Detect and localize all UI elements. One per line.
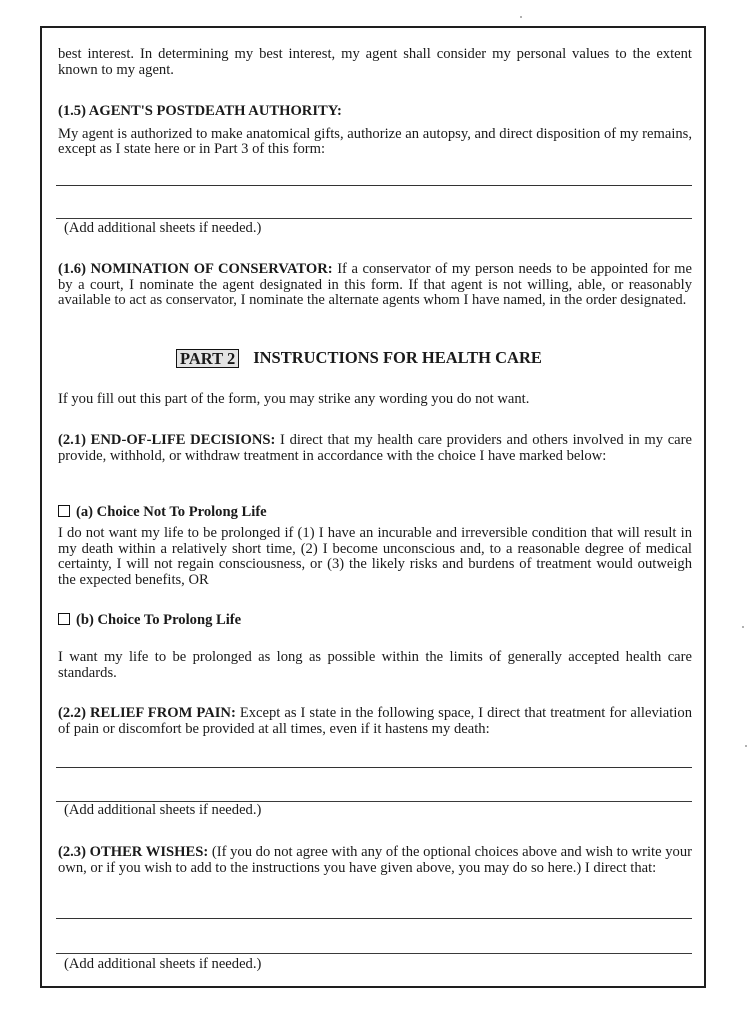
additional-sheets-note: (Add additional sheets if needed.) bbox=[64, 220, 262, 236]
section-2-2 bbox=[58, 706, 692, 737]
writing-line-1-5-b[interactable] bbox=[56, 218, 692, 219]
choice-b-body: I want my life to be prolonged as long as possible within the limits of generally accepted health care standards. bbox=[58, 649, 692, 681]
section-2-1-heading: (2.1) END-OF-LIFE DECISIONS: bbox=[58, 432, 276, 448]
section-1-5 bbox=[58, 104, 692, 158]
part-2-label: PART 2 bbox=[176, 349, 239, 368]
section-2-2-heading: (2.2) RELIEF FROM PAIN: bbox=[58, 705, 236, 721]
section-1-6 bbox=[58, 262, 692, 309]
additional-sheets-note: (Add additional sheets if needed.) bbox=[64, 956, 262, 972]
choice-a-row bbox=[58, 505, 692, 521]
choice-b-label: (b) Choice To Prolong Life bbox=[76, 612, 242, 628]
choice-b-checkbox[interactable] bbox=[58, 613, 70, 625]
section-2-3 bbox=[58, 845, 692, 876]
scan-speck bbox=[745, 745, 747, 747]
section-2-3-heading: (2.3) OTHER WISHES: bbox=[58, 844, 209, 860]
choice-a-body: I do not want my life to be prolonged if (1) I have an incurable and irreversible condition that will result in my death within a relatively short time, (2) I become unconscious and, to a reasonable degree of medical certainty, I will not regain consciousness, or (3) the likely risks and burdens of treatment would outweigh the expected benefits, OR bbox=[58, 525, 692, 588]
writing-line-2-3-b[interactable] bbox=[56, 953, 692, 954]
section-1-5-heading: (1.5) AGENT'S POSTDEATH AUTHORITY: bbox=[58, 103, 342, 119]
writing-line-1-5-a[interactable] bbox=[56, 185, 692, 186]
choice-b-row bbox=[58, 613, 692, 629]
scan-speck bbox=[742, 626, 744, 628]
continuation-paragraph: best interest. In determining my best interest, my agent shall consider my personal values to the extent known to my agent. bbox=[58, 46, 692, 78]
section-1-6-heading: (1.6) NOMINATION OF CONSERVATOR: bbox=[58, 261, 333, 277]
section-2-2-body: Except as I state in the following space, I direct that treatment for alleviation of pain or discomfort be provided at all times, even if it hastens my death: bbox=[58, 705, 692, 737]
section-1-6-body: If a conservator of my person needs to be appointed for me by a court, I nominate the agent designated in this form. If that agent is not willing, able, or reasonably available to act as conservator, I nominate the alternate agents whom I have named, in the order designated. bbox=[58, 261, 693, 309]
choice-a-checkbox[interactable] bbox=[58, 505, 70, 517]
section-2-1 bbox=[58, 433, 692, 464]
writing-line-2-3-a[interactable] bbox=[56, 918, 692, 919]
writing-line-2-2-a[interactable] bbox=[56, 767, 692, 768]
part-2-title: INSTRUCTIONS FOR HEALTH CARE bbox=[253, 348, 542, 367]
section-2-3-body: (If you do not agree with any of the optional choices above and wish to write your own, or if you wish to add to the instructions you have given above, you may do so here.) I direct that: bbox=[58, 844, 692, 876]
section-1-5-body: My agent is authorized to make anatomical gifts, authorize an autopsy, and direct disposition of my remains, except as I state here or in Part 3 of this form: bbox=[58, 125, 692, 158]
choice-a-label: (a) Choice Not To Prolong Life bbox=[76, 504, 267, 520]
section-2-1-body: I direct that my health care providers and others involved in my care provide, withhold, or withdraw treatment in accordance with the choice I have marked below: bbox=[58, 432, 692, 464]
part-2-header bbox=[176, 348, 542, 368]
part-2-intro: If you fill out this part of the form, you may strike any wording you do not want. bbox=[58, 391, 530, 407]
additional-sheets-note: (Add additional sheets if needed.) bbox=[64, 802, 262, 818]
scan-speck bbox=[520, 16, 522, 18]
